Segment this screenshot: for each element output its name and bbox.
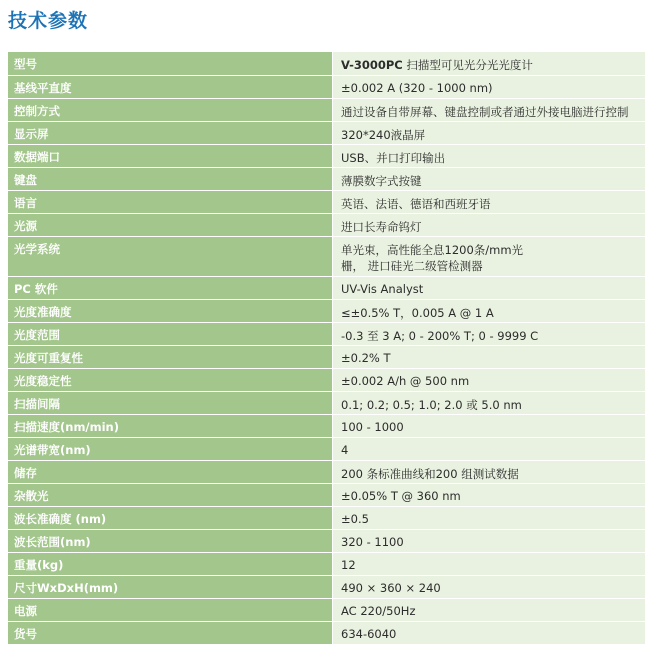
spec-key: 杂散光 — [8, 483, 333, 506]
spec-key: 光度稳定性 — [8, 368, 333, 391]
spec-row — [8, 368, 645, 391]
spec-key: 光度范围 — [8, 322, 333, 345]
spec-row — [8, 552, 645, 575]
spec-table — [8, 52, 645, 645]
spec-row-optics — [8, 236, 645, 276]
spec-key: 波长范围(nm) — [8, 529, 333, 552]
spec-value: UV-Vis Analyst — [333, 276, 646, 299]
spec-key: 重量(kg) — [8, 552, 333, 575]
spec-value: AC 220/50Hz — [333, 598, 646, 621]
spec-key: 型号 — [8, 52, 333, 75]
spec-key: 光源 — [8, 213, 333, 236]
spec-key: 扫描速度(nm/min) — [8, 414, 333, 437]
spec-key: 语言 — [8, 190, 333, 213]
spec-key: 光谱带宽(nm) — [8, 437, 333, 460]
spec-row — [8, 98, 645, 121]
spec-row — [8, 414, 645, 437]
spec-value-line: 栅， 进口硅光二级管检测器 — [341, 258, 483, 273]
spec-value: ≤±0.5% T，0.005 A @ 1 A — [333, 299, 646, 322]
spec-key: 电源 — [8, 598, 333, 621]
spec-value: 320*240液晶屏 — [333, 121, 646, 144]
spec-row — [8, 322, 645, 345]
spec-row — [8, 483, 645, 506]
spec-row — [8, 345, 645, 368]
spec-row — [8, 144, 645, 167]
spec-row — [8, 213, 645, 236]
page-title: 技术参数 — [8, 10, 89, 32]
spec-row — [8, 276, 645, 299]
spec-key: 基线平直度 — [8, 75, 333, 98]
spec-value: 320 - 1100 — [333, 529, 646, 552]
spec-value: USB、并口打印输出 — [333, 144, 646, 167]
spec-key: 尺寸WxDxH(mm) — [8, 575, 333, 598]
spec-key: 控制方式 — [8, 98, 333, 121]
spec-row — [8, 598, 645, 621]
spec-key: 储存 — [8, 460, 333, 483]
spec-value: 通过设备自带屏幕、键盘控制或者通过外接电脑进行控制 — [333, 98, 646, 121]
spec-value: 490 × 360 × 240 — [333, 575, 646, 598]
spec-value: ±0.5 — [333, 506, 646, 529]
model-code: V-3000PC — [341, 58, 403, 72]
spec-key: PC 软件 — [8, 276, 333, 299]
spec-key: 光学系统 — [8, 236, 333, 276]
spec-row — [8, 529, 645, 552]
spec-key: 光度准确度 — [8, 299, 333, 322]
spec-value: 进口长寿命钨灯 — [333, 213, 646, 236]
spec-row — [8, 190, 645, 213]
spec-row — [8, 575, 645, 598]
spec-row — [8, 391, 645, 414]
spec-key: 键盘 — [8, 167, 333, 190]
spec-value: 100 - 1000 — [333, 414, 646, 437]
spec-row — [8, 460, 645, 483]
spec-row — [8, 506, 645, 529]
spec-value: 200 条标准曲线和200 组测试数据 — [333, 460, 646, 483]
spec-value: 0.1; 0.2; 0.5; 1.0; 2.0 或 5.0 nm — [333, 391, 646, 414]
spec-value: 4 — [333, 437, 646, 460]
spec-value: ±0.002 A (320 - 1000 nm) — [333, 75, 646, 98]
spec-row — [8, 437, 645, 460]
spec-value: ±0.05% T @ 360 nm — [333, 483, 646, 506]
spec-key: 数据端口 — [8, 144, 333, 167]
spec-value-line: 单光束，高性能全息1200条/mm光 — [341, 242, 524, 257]
spec-key: 货号 — [8, 621, 333, 644]
spec-key: 显示屏 — [8, 121, 333, 144]
model-desc: 扫描型可见光分光光度计 — [402, 58, 533, 72]
spec-value: -0.3 至 3 A; 0 - 200% T; 0 - 9999 C — [333, 322, 646, 345]
spec-value: 634-6040 — [333, 621, 646, 644]
spec-value: 英语、法语、德语和西班牙语 — [333, 190, 646, 213]
spec-row — [8, 621, 645, 644]
spec-row — [8, 299, 645, 322]
spec-value: 薄膜数字式按键 — [333, 167, 646, 190]
spec-row — [8, 75, 645, 98]
spec-key: 扫描间隔 — [8, 391, 333, 414]
spec-key: 波长准确度 (nm) — [8, 506, 333, 529]
spec-value — [333, 52, 646, 75]
spec-value: ±0.002 A/h @ 500 nm — [333, 368, 646, 391]
spec-value: 12 — [333, 552, 646, 575]
spec-value — [333, 236, 646, 276]
spec-key: 光度可重复性 — [8, 345, 333, 368]
spec-row-model — [8, 52, 645, 75]
spec-value: ±0.2% T — [333, 345, 646, 368]
spec-row — [8, 167, 645, 190]
spec-row — [8, 121, 645, 144]
